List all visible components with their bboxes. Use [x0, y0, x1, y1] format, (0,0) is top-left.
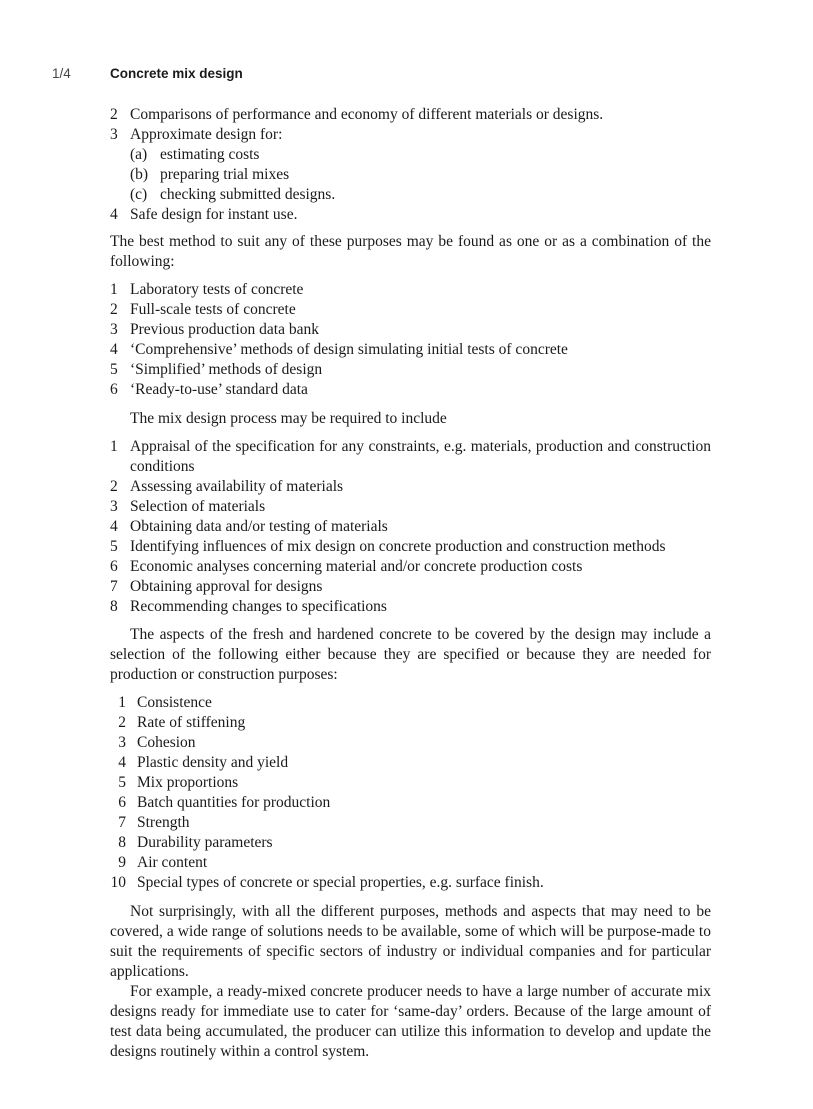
list-number: 8: [118, 834, 126, 851]
list-item: [110, 833, 711, 853]
list-text: Safe design for instant use.: [130, 206, 298, 223]
list-text: estimating costs: [160, 146, 260, 163]
methods-list: [110, 280, 711, 400]
process-list: [110, 437, 711, 617]
list-number: 8: [110, 598, 118, 615]
list-text: Cohesion: [137, 734, 196, 751]
list-number: 4: [110, 518, 118, 535]
list-number: 3: [110, 126, 118, 143]
list-number: 1: [110, 438, 118, 455]
list-item: [110, 753, 711, 773]
list-number: 7: [118, 814, 126, 831]
list-item: [110, 320, 711, 340]
list-text: Recommending changes to specifications: [130, 598, 387, 615]
page-number: 1/4: [52, 66, 71, 81]
list-item: [110, 693, 711, 713]
paragraph: The best method to suit any of these purposes may be found as one or as a combination of the following:: [110, 233, 711, 270]
list-number: (a): [130, 146, 148, 163]
running-title: Concrete mix design: [110, 66, 243, 81]
list-number: 10: [110, 874, 126, 891]
list-number: 3: [110, 498, 118, 515]
list-number: (c): [130, 186, 148, 203]
list-text: Approximate design for:: [130, 126, 283, 143]
list-item: [110, 853, 711, 873]
list-number: 3: [110, 321, 118, 338]
list-number: 5: [118, 774, 126, 791]
list-number: 5: [110, 538, 118, 555]
list-text: Selection of materials: [130, 498, 266, 515]
list-item: [110, 733, 711, 753]
list-text: Laboratory tests of concrete: [130, 281, 304, 298]
list-item: [110, 577, 711, 597]
list-item: [110, 537, 711, 557]
list-text: Mix proportions: [137, 774, 239, 791]
list-item: [110, 145, 711, 165]
list-text: Plastic density and yield: [137, 754, 289, 771]
list-text: Rate of stiffening: [137, 714, 246, 731]
aspects-list: [110, 693, 711, 893]
list-number: 2: [110, 478, 118, 495]
list-number: 5: [110, 361, 118, 378]
closing-paragraphs: [110, 902, 711, 1062]
list-item: [110, 105, 711, 125]
list-item: [110, 205, 711, 225]
list-item: [110, 125, 711, 145]
list-text: Appraisal of the specification for any constraints, e.g. materials, production and construction conditions: [130, 438, 711, 475]
purposes-list: [110, 105, 711, 225]
list-text: Economic analyses concerning material and/or concrete production costs: [130, 558, 583, 575]
list-number: 2: [110, 301, 118, 318]
list-item: [110, 380, 711, 400]
list-item: [110, 185, 711, 205]
list-number: 4: [110, 206, 118, 223]
list-text: Batch quantities for production: [137, 794, 331, 811]
list-item: [110, 517, 711, 537]
list-number: 3: [118, 734, 126, 751]
list-item: [110, 557, 711, 577]
list-text: Comparisons of performance and economy of different materials or designs.: [130, 106, 604, 123]
list-item: [110, 873, 711, 893]
list-text: Strength: [137, 814, 190, 831]
list-text: Consistence: [137, 694, 212, 711]
paragraph: The aspects of the fresh and hardened concrete to be covered by the design may include a selection of the following either because they are specified or because they are needed for production or construction purposes:: [110, 626, 711, 683]
list-number: 4: [118, 754, 126, 771]
aspects-intro-paragraph: [110, 625, 711, 685]
list-text: Durability parameters: [137, 834, 273, 851]
list-text: Obtaining approval for designs: [130, 578, 323, 595]
list-item: [110, 477, 711, 497]
list-number: 6: [110, 381, 118, 398]
list-text: Assessing availability of materials: [130, 478, 344, 495]
list-number: 9: [118, 854, 126, 871]
list-item: [110, 340, 711, 360]
list-item: [110, 713, 711, 733]
list-item: [110, 793, 711, 813]
list-text: Full-scale tests of concrete: [130, 301, 296, 318]
list-item: [110, 360, 711, 380]
list-item: [110, 773, 711, 793]
list-item: [110, 300, 711, 320]
list-number: 7: [110, 578, 118, 595]
list-item: [110, 165, 711, 185]
paragraph: For example, a ready-mixed concrete producer needs to have a large number of accurate mix designs ready for immediate use to cater for ‘same-day’ orders. Because of the large amount of test data being accumulated, the producer can utilize this information to develop and update the designs routinely within a control system.: [110, 983, 711, 1060]
list-number: 1: [110, 281, 118, 298]
list-text: Previous production data bank: [130, 321, 319, 338]
list-number: 2: [110, 106, 118, 123]
list-number: 2: [118, 714, 126, 731]
process-intro-paragraph: [110, 409, 711, 429]
list-item: [110, 597, 711, 617]
paragraph: Not surprisingly, with all the different purposes, methods and aspects that may need to be covered, a wide range of solutions needs to be available, some of which will be purpose-made to suit the requirements of specific sectors of industry or individual companies and for particular applications.: [110, 903, 711, 980]
list-number: (b): [130, 166, 149, 183]
list-text: ‘Simplified’ methods of design: [130, 361, 323, 378]
list-item: [110, 813, 711, 833]
list-text: ‘Comprehensive’ methods of design simulating initial tests of concrete: [130, 341, 568, 358]
list-text: ‘Ready-to-use’ standard data: [130, 381, 308, 398]
list-text: preparing trial mixes: [160, 166, 290, 183]
list-text: Special types of concrete or special properties, e.g. surface finish.: [137, 874, 544, 891]
list-number: 6: [118, 794, 126, 811]
list-item: [110, 497, 711, 517]
list-text: checking submitted designs.: [160, 186, 336, 203]
list-item: [110, 437, 711, 477]
list-number: 4: [110, 341, 118, 358]
list-item: [110, 280, 711, 300]
paragraph: The mix design process may be required to include: [130, 410, 447, 427]
list-number: 6: [110, 558, 118, 575]
list-text: Obtaining data and/or testing of materials: [130, 518, 388, 535]
methods-intro-paragraph: [110, 232, 711, 272]
list-text: Identifying influences of mix design on concrete production and construction methods: [130, 538, 666, 555]
list-number: 1: [118, 694, 126, 711]
list-text: Air content: [137, 854, 208, 871]
